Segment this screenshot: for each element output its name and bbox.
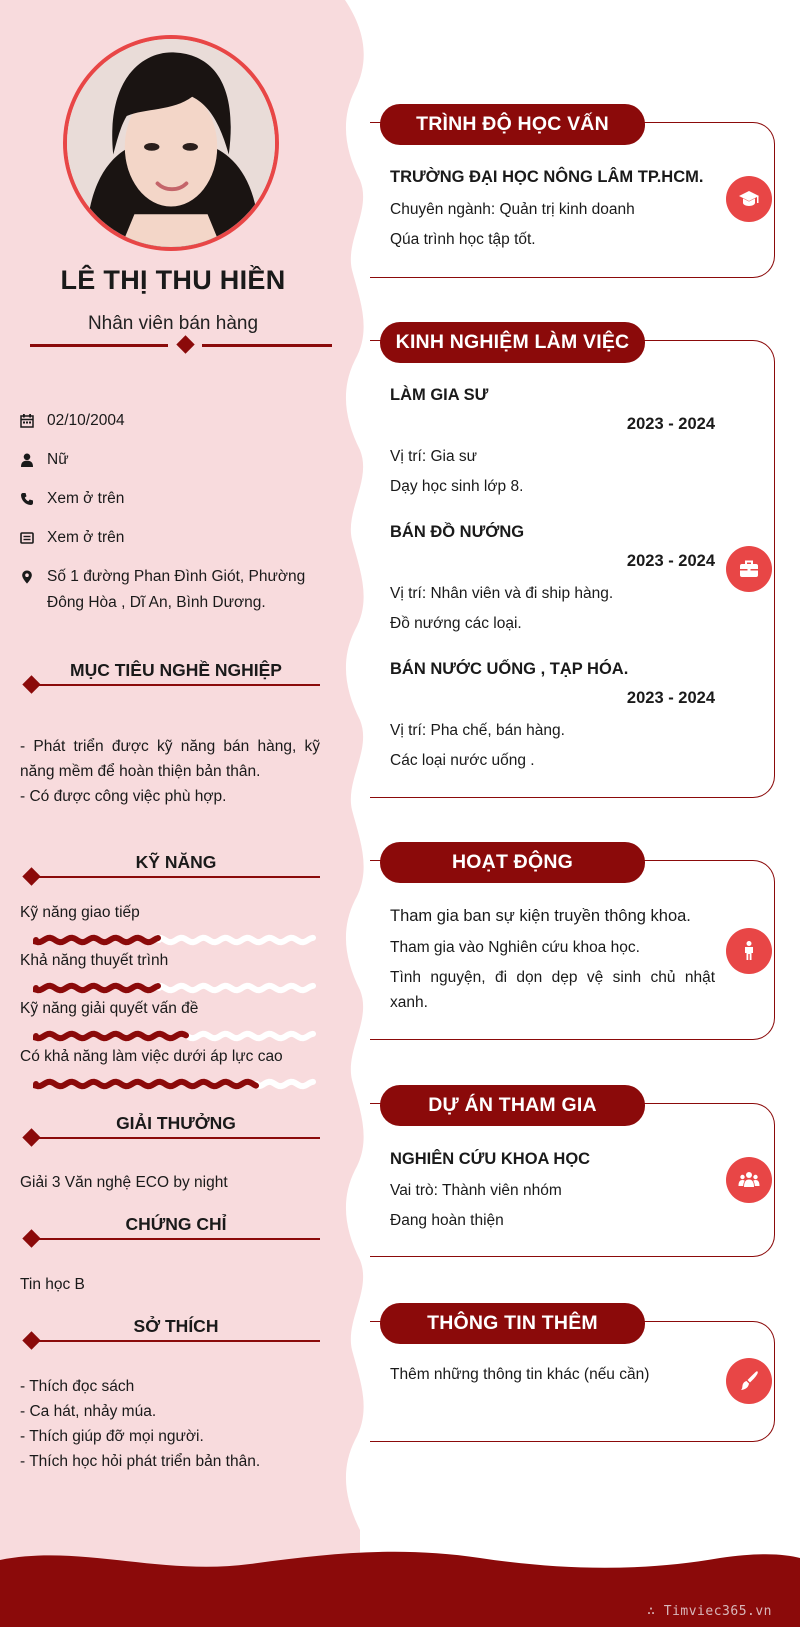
job-title: Nhân viên bán hàng xyxy=(87,313,259,334)
hobbies-list xyxy=(20,1374,320,1474)
extra-title: THÔNG TIN THÊM xyxy=(380,1303,645,1344)
objective-line: - Có được công việc phù hợp. xyxy=(20,788,227,805)
education-school: TRƯỜNG ĐẠI HỌC NÔNG LÂM TP.HCM. xyxy=(390,168,704,186)
skill-bar-fill xyxy=(36,986,158,990)
hobbies-title: SỞ THÍCH xyxy=(133,1316,219,1336)
education-major: Chuyên ngành: Quản trị kinh doanh xyxy=(390,201,635,218)
email-icon xyxy=(20,531,34,545)
job-position: Vị trí: Gia sư xyxy=(390,448,478,465)
activity-item: Tình nguyện, đi dọn dẹp vệ sinh chủ nhật xanh. xyxy=(390,969,715,1011)
job-period: 2023 - 2024 xyxy=(626,415,715,433)
skill-bar-fill xyxy=(36,1034,186,1038)
contact-address xyxy=(20,564,320,616)
brand-watermark: ∴ Timviec365.vn xyxy=(647,1604,772,1619)
certificates-title: CHỨNG CHỈ xyxy=(125,1214,227,1234)
hobby-item: - Thích đọc sách xyxy=(20,1378,135,1395)
calendar-icon xyxy=(20,414,34,428)
location-icon xyxy=(20,570,34,584)
skill-bar-fill xyxy=(36,1082,256,1086)
education-icon-badge xyxy=(726,176,772,222)
activity-item: Tham gia vào Nghiên cứu khoa học. xyxy=(390,939,640,956)
skill-name: Kỹ năng giao tiếp xyxy=(20,904,140,921)
portrait-photo xyxy=(67,39,275,247)
skill-bar-remaining xyxy=(257,1082,313,1086)
skill-bar-fill xyxy=(36,938,158,942)
candidate-name: LÊ THỊ THU HIỀN xyxy=(60,265,286,295)
avatar xyxy=(63,35,279,251)
contact-phone xyxy=(20,486,320,512)
skill-level-bar xyxy=(33,981,320,995)
person-standing-icon xyxy=(738,940,760,962)
skill-level-bar xyxy=(33,933,320,947)
contact-gender-text: Nữ xyxy=(47,451,69,468)
skill-bar-remaining xyxy=(159,938,313,942)
skill-name: Kỹ năng giải quyết vấn đề xyxy=(20,1000,199,1017)
name-divider xyxy=(30,337,332,353)
experience-title: KINH NGHIỆM LÀM VIỆC xyxy=(380,322,645,363)
job-position: Vị trí: Pha chế, bán hàng. xyxy=(390,722,565,739)
skill-level-bar xyxy=(33,1029,320,1043)
objective-title: MỤC TIÊU NGHỀ NGHIỆP xyxy=(70,660,282,680)
skill-bar-remaining xyxy=(187,1034,313,1038)
skill-bar-remaining xyxy=(159,986,313,990)
team-icon xyxy=(738,1169,760,1191)
projects-icon-badge xyxy=(726,1157,772,1203)
activities-icon-badge xyxy=(726,928,772,974)
person-icon xyxy=(20,453,34,467)
activity-item: Tham gia ban sự kiện truyền thông khoa. xyxy=(390,907,691,925)
hobbies-heading xyxy=(22,1316,320,1344)
contact-birthday-text: 02/10/2004 xyxy=(47,412,125,429)
contact-birthday xyxy=(20,408,320,434)
job-description: Đồ nướng các loại. xyxy=(390,615,522,632)
contact-gender xyxy=(20,447,320,473)
projects-title: DỰ ÁN THAM GIA xyxy=(380,1085,645,1126)
skill-level-bar xyxy=(33,1077,320,1091)
job-period: 2023 - 2024 xyxy=(626,552,715,570)
contact-address-text: Số 1 đường Phan Đình Giót, Phường Đông Hòa , Dĩ An, Bình Dương. xyxy=(47,568,306,611)
extra-icon-badge xyxy=(726,1358,772,1404)
contact-email-text: Xem ở trên xyxy=(47,529,125,546)
hobby-item: - Thích học hỏi phát triển bản thân. xyxy=(20,1453,261,1470)
graduation-cap-icon xyxy=(738,188,760,210)
project-status: Đang hoàn thiện xyxy=(390,1212,504,1229)
awards-text: Giải 3 Văn nghệ ECO by night xyxy=(20,1174,228,1191)
skills-title: KỸ NĂNG xyxy=(135,852,217,872)
skills-heading xyxy=(22,852,320,880)
skill-name: Khả năng thuyết trình xyxy=(20,952,169,969)
objective-text xyxy=(20,734,320,809)
job-company: LÀM GIA SƯ xyxy=(390,386,489,404)
job-description: Dạy học sinh lớp 8. xyxy=(390,478,524,495)
certificates-heading xyxy=(22,1214,320,1242)
hobby-item: - Ca hát, nhảy múa. xyxy=(20,1403,157,1420)
job-period: 2023 - 2024 xyxy=(626,689,715,707)
brand-text: Timviec365.vn xyxy=(663,1604,772,1619)
objective-line: - Phát triển được kỹ năng bán hàng, kỹ năng mềm để hoàn thiện bản thân. xyxy=(20,738,320,780)
extra-text: Thêm những thông tin khác (nếu cần) xyxy=(390,1366,650,1383)
phone-icon xyxy=(20,492,34,506)
job-company: BÁN ĐỒ NƯỚNG xyxy=(390,523,525,541)
skill-name: Có khả năng làm việc dưới áp lực cao xyxy=(20,1048,283,1065)
awards-heading xyxy=(22,1113,320,1141)
objective-heading xyxy=(22,660,320,688)
project-name: NGHIÊN CỨU KHOA HỌC xyxy=(390,1150,591,1168)
awards-title: GIẢI THƯỞNG xyxy=(116,1113,236,1133)
paint-brush-icon xyxy=(738,1370,760,1392)
education-title: TRÌNH ĐỘ HỌC VẤN xyxy=(380,104,645,145)
contact-email xyxy=(20,525,320,551)
activities-title: HOẠT ĐỘNG xyxy=(380,842,645,883)
job-company: BÁN NƯỚC UỐNG , TẠP HÓA. xyxy=(390,660,629,678)
certificates-text: Tin học B xyxy=(20,1276,85,1293)
job-description: Các loại nước uống . xyxy=(390,752,535,769)
job-position: Vị trí: Nhân viên và đi ship hàng. xyxy=(390,585,614,602)
hobby-item: - Thích giúp đỡ mọi người. xyxy=(20,1428,204,1445)
briefcase-icon xyxy=(738,558,760,580)
contact-phone-text: Xem ở trên xyxy=(47,490,125,507)
education-note: Qúa trình học tập tốt. xyxy=(390,231,536,248)
experience-icon-badge xyxy=(726,546,772,592)
project-role: Vai trò: Thành viên nhóm xyxy=(390,1182,562,1199)
